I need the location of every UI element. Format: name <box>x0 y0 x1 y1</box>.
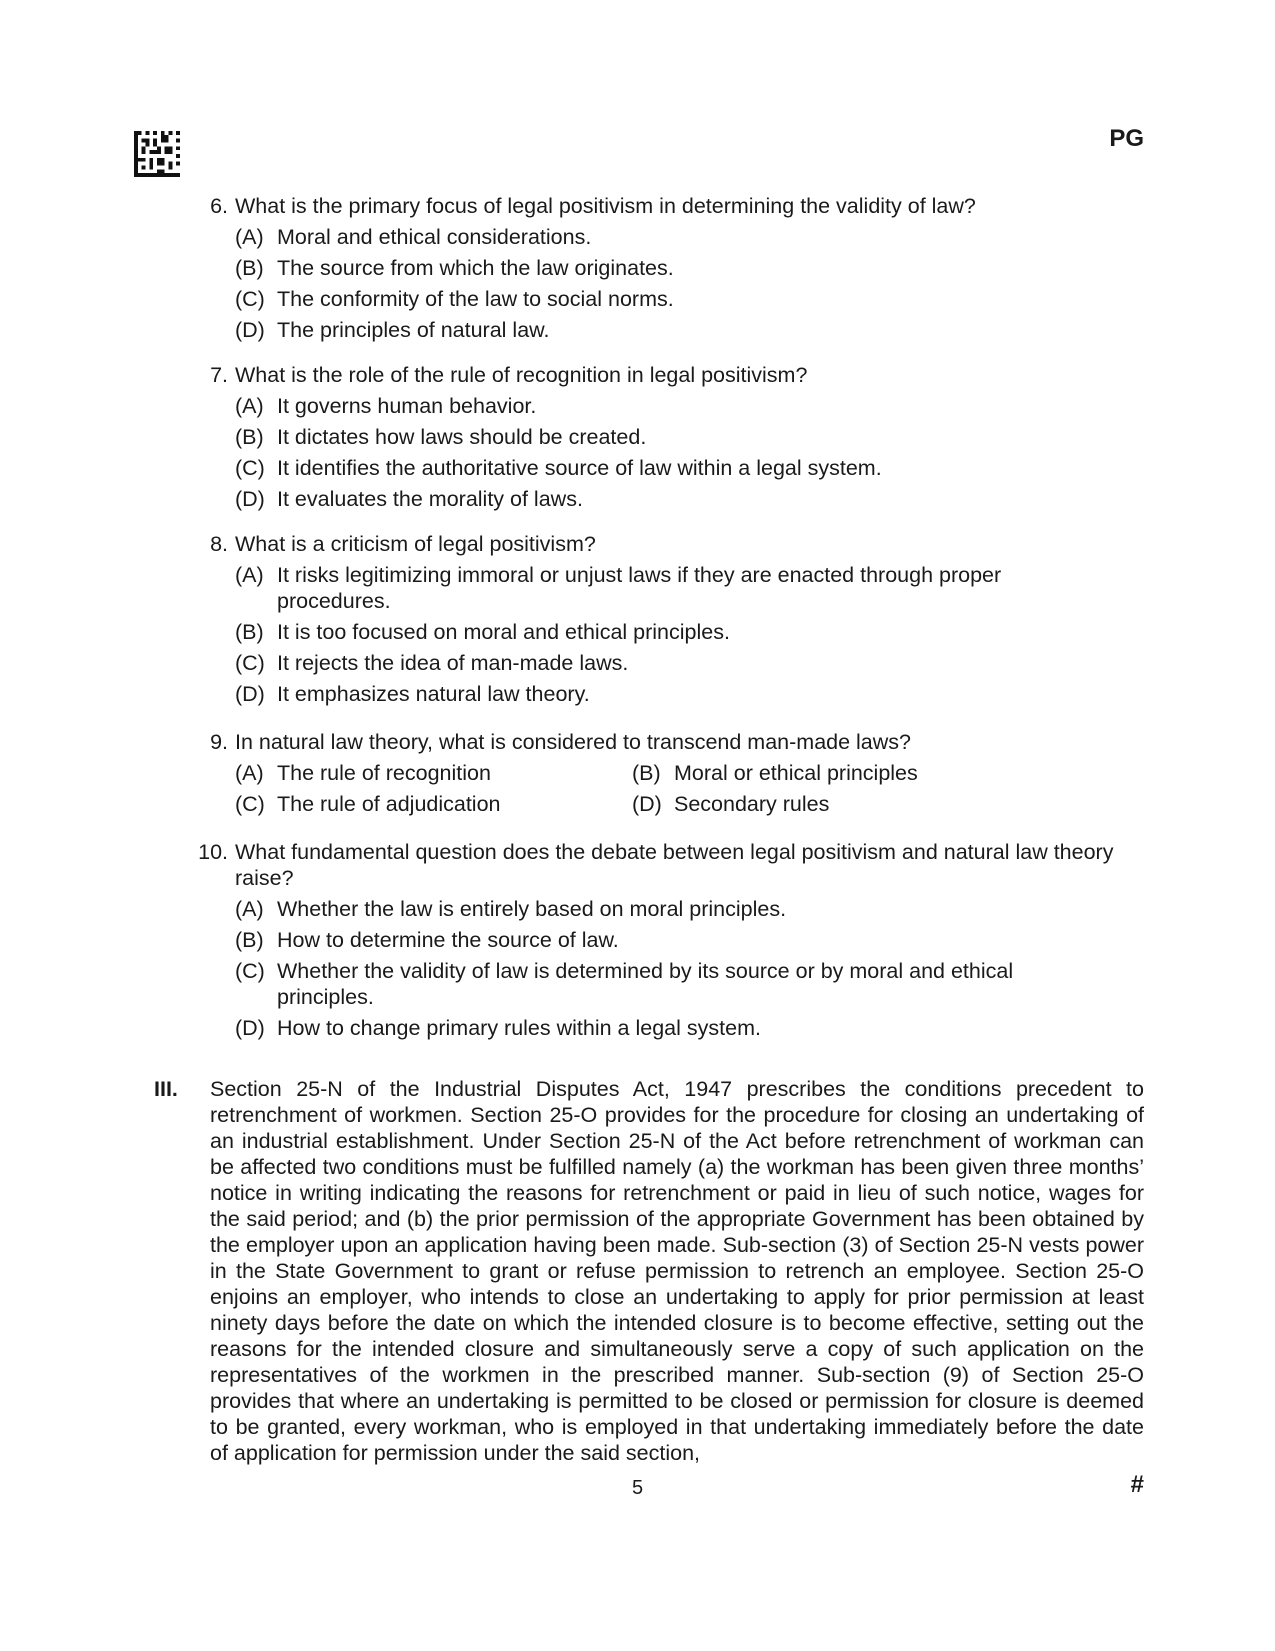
option-d <box>235 484 1150 515</box>
option-b <box>235 422 1150 453</box>
question-7 <box>190 360 1150 515</box>
option-label: (D) <box>235 682 265 706</box>
option-label: (A) <box>235 225 264 249</box>
page-number: 5 <box>631 1477 644 1499</box>
question-9 <box>190 727 1150 820</box>
paper-series-code: PG <box>1109 125 1144 152</box>
option-text: The conformity of the law to social norms. <box>277 287 674 311</box>
option-c <box>235 789 632 820</box>
option-text: It governs human behavior. <box>277 394 537 418</box>
question-text: What is a criticism of legal positivism? <box>235 532 596 556</box>
option-text: Whether the law is entirely based on moral principles. <box>277 897 787 921</box>
option-b <box>235 617 1150 648</box>
option-label: (B) <box>235 620 264 644</box>
question-number: 9. <box>210 730 228 754</box>
option-c <box>235 648 1150 679</box>
option-text: It is too focused on moral and ethical principles. <box>277 620 730 644</box>
option-b <box>632 758 1029 789</box>
option-text: It risks legitimizing immoral or unjust laws if they are enacted through proper procedures. <box>277 563 1002 613</box>
section-label: III. <box>154 1077 178 1101</box>
option-label: (D) <box>235 318 265 342</box>
option-text: It evaluates the morality of laws. <box>277 487 583 511</box>
option-label: (D) <box>235 487 265 511</box>
option-label: (B) <box>632 761 661 785</box>
option-a <box>235 894 1150 925</box>
option-label: (A) <box>235 563 264 587</box>
option-label: (C) <box>235 792 265 816</box>
option-text: Whether the validity of law is determined by its source or by moral and ethical principles. <box>277 959 1014 1009</box>
option-d <box>235 679 1150 710</box>
option-label: (B) <box>235 425 264 449</box>
option-label: (A) <box>235 394 264 418</box>
passage-section-iii <box>154 1076 1144 1466</box>
option-d <box>632 789 1029 820</box>
option-text: It emphasizes natural law theory. <box>277 682 590 706</box>
option-text: The rule of recognition <box>277 761 491 785</box>
option-text: It identifies the authoritative source of law within a legal system. <box>277 456 882 480</box>
option-text: How to change primary rules within a legal system. <box>277 1016 761 1040</box>
question-text: What is the role of the rule of recognition in legal positivism? <box>235 363 808 387</box>
option-c <box>235 453 1150 484</box>
option-text: It dictates how laws should be created. <box>277 425 647 449</box>
option-label: (C) <box>235 287 265 311</box>
option-text: Moral and ethical considerations. <box>277 225 592 249</box>
option-a <box>235 391 1150 422</box>
option-text: It rejects the idea of man-made laws. <box>277 651 629 675</box>
question-number: 8. <box>210 532 228 556</box>
option-b <box>235 253 1150 284</box>
question-text: What is the primary focus of legal positivism in determining the validity of law? <box>235 194 976 218</box>
option-text: The principles of natural law. <box>277 318 550 342</box>
question-8 <box>190 529 1150 710</box>
option-c <box>235 956 1150 1013</box>
option-a <box>235 222 1150 253</box>
option-label: (C) <box>235 651 265 675</box>
question-number: 10. <box>198 840 228 864</box>
option-text: Secondary rules <box>674 792 830 816</box>
option-a <box>235 758 632 789</box>
datamatrix-code-icon <box>134 131 180 177</box>
option-label: (A) <box>235 761 264 785</box>
question-10 <box>190 837 1150 1044</box>
option-c <box>235 284 1150 315</box>
footer-mark: # <box>1130 1471 1144 1498</box>
option-label: (A) <box>235 897 264 921</box>
option-b <box>235 925 1150 956</box>
option-d <box>235 1013 1150 1044</box>
option-label: (C) <box>235 456 265 480</box>
question-text: What fundamental question does the debate between legal positivism and natural law theory raise? <box>235 840 1114 890</box>
question-number: 7. <box>210 363 228 387</box>
option-text: The source from which the law originates. <box>277 256 674 280</box>
option-label: (C) <box>235 959 265 983</box>
question-6 <box>190 191 1150 346</box>
question-text: In natural law theory, what is considered to transcend man-made laws? <box>235 730 912 754</box>
passage-text: Section 25-N of the Industrial Disputes Act, 1947 prescribes the conditions precedent to retrenchment of workmen. Section 25-O provides for the procedure for closing an undertaking of an industrial establishment. Under Section 25-N of the Act before retrenchment of workman can be affected two conditions must be fulfilled namely (a) the workman has been given three months’ notice in writing indicating the reasons for retrenchment or paid in lieu of such notice, wages for the said period; and (b) the prior permission of the appropriate Government has been obtained by the employer upon an application having been made. Sub-section (3) of Section 25-N vests power in the State Government to grant or refuse permission to retrench an employee. Section 25-O enjoins an employer, who intends to close an undertaking to apply for prior permission at least ninety days before the date on which the intended closure is to become effective, setting out the reasons for the intended closure and simultaneously serve a copy of such application on the representatives of the workmen in the prescribed manner. Sub-section (9) of Section 25-O provides that where an undertaking is permitted to be closed or permission for closure is deemed to be granted, every workman, who is employed in that undertaking immediately before the date of application for permission under the said section, <box>210 1077 1144 1465</box>
option-label: (B) <box>235 928 264 952</box>
option-d <box>235 315 1150 346</box>
option-text: How to determine the source of law. <box>277 928 619 952</box>
question-number: 6. <box>210 194 228 218</box>
option-text: Moral or ethical principles <box>674 761 918 785</box>
option-label: (D) <box>235 1016 265 1040</box>
option-row <box>235 789 1150 820</box>
option-row <box>235 758 1150 789</box>
option-text: The rule of adjudication <box>277 792 501 816</box>
option-label: (D) <box>632 792 662 816</box>
option-a <box>235 560 1150 617</box>
option-label: (B) <box>235 256 264 280</box>
